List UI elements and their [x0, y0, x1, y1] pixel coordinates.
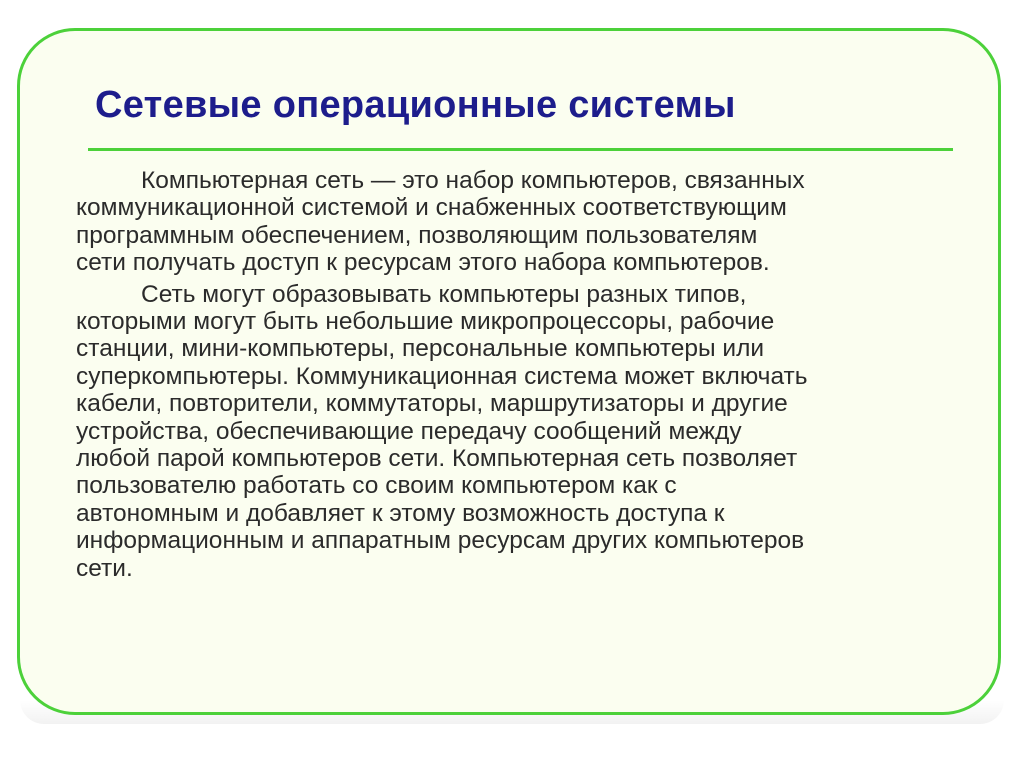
slide-title: Сетевые операционные системы [95, 84, 736, 126]
slide-body [76, 167, 956, 586]
title-underline [88, 148, 953, 151]
paragraph-composition: Сеть могут образовывать компьютеры разных типов, которыми могут быть небольшие микропроцессоры, рабочие станции, мини-компьютеры, персональные компьютеры или суперкомпьютеры. Коммуникационная система может включать кабели, повторители, коммутаторы, маршрутизаторы и другие устройства, обеспечивающие передачу сообщений между любой парой компьютеров сети. Компьютерная сеть позволяет пользователю работать со своим компьютером как с автономным и добавляет к этому возможность доступа к информационным и аппаратным ресурсам других компьютеров сети. [76, 280, 808, 582]
paragraph-definition: Компьютерная сеть — это набор компьютеров, связанных коммуникационной системой и снабженных соответствующим программным обеспечением, позволяющим пользователям сети получать доступ к ресурсам этого набора компьютеров. [76, 167, 805, 277]
